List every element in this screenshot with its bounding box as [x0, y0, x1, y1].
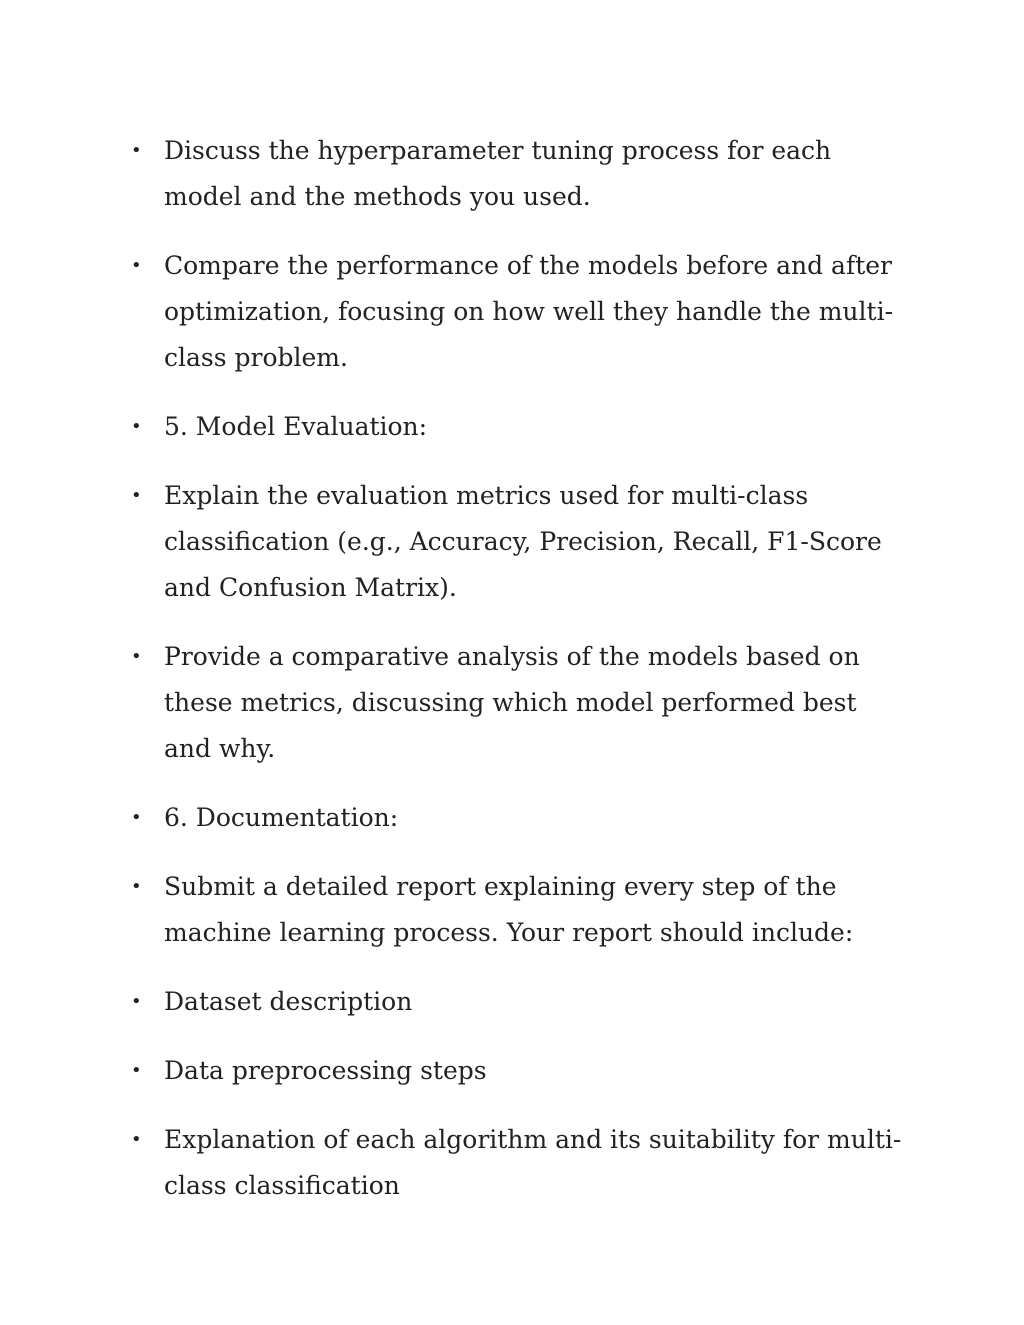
- bullet-icon: •: [131, 485, 142, 506]
- list-item-text: Explain the evaluation metrics used for multi-class classification (e.g., Accuracy, Precision, Recall, F1-Score and Confusion Matrix).: [164, 481, 882, 602]
- list-item: [128, 864, 908, 956]
- bullet-icon: •: [131, 1129, 142, 1150]
- bullet-icon: •: [131, 416, 142, 437]
- list-item: [128, 243, 908, 381]
- list-item-text: Submit a detailed report explaining every step of the machine learning process. Your report should include:: [164, 872, 854, 947]
- list-item: [128, 404, 908, 450]
- list-item: [128, 634, 908, 772]
- bullet-icon: •: [131, 991, 142, 1012]
- bullet-icon: •: [131, 646, 142, 667]
- list-item: [128, 1117, 908, 1209]
- list-item: [128, 473, 908, 611]
- bullet-icon: •: [131, 140, 142, 161]
- list-item-text: Provide a comparative analysis of the models based on these metrics, discussing which model performed best and why.: [164, 642, 860, 763]
- list-item: [128, 795, 908, 841]
- list-item: [128, 979, 908, 1025]
- list-item: [128, 128, 908, 220]
- list-item-text: Compare the performance of the models before and after optimization, focusing on how well they handle the multi-class problem.: [164, 251, 894, 372]
- list-item-text: Dataset description: [164, 987, 413, 1016]
- bullet-icon: •: [131, 255, 142, 276]
- list-item-text: Data preprocessing steps: [164, 1056, 487, 1085]
- list-item-text: Explanation of each algorithm and its suitability for multi-class classification: [164, 1125, 902, 1200]
- bullet-icon: •: [131, 807, 142, 828]
- section-heading-documentation: 6. Documentation:: [164, 803, 399, 832]
- list-item: [128, 1048, 908, 1094]
- bullet-icon: •: [131, 1060, 142, 1081]
- bullet-list: [128, 128, 908, 1232]
- bullet-icon: •: [131, 876, 142, 897]
- list-item-text: Discuss the hyperparameter tuning process for each model and the methods you used.: [164, 136, 832, 211]
- section-heading-model-evaluation: 5. Model Evaluation:: [164, 412, 428, 441]
